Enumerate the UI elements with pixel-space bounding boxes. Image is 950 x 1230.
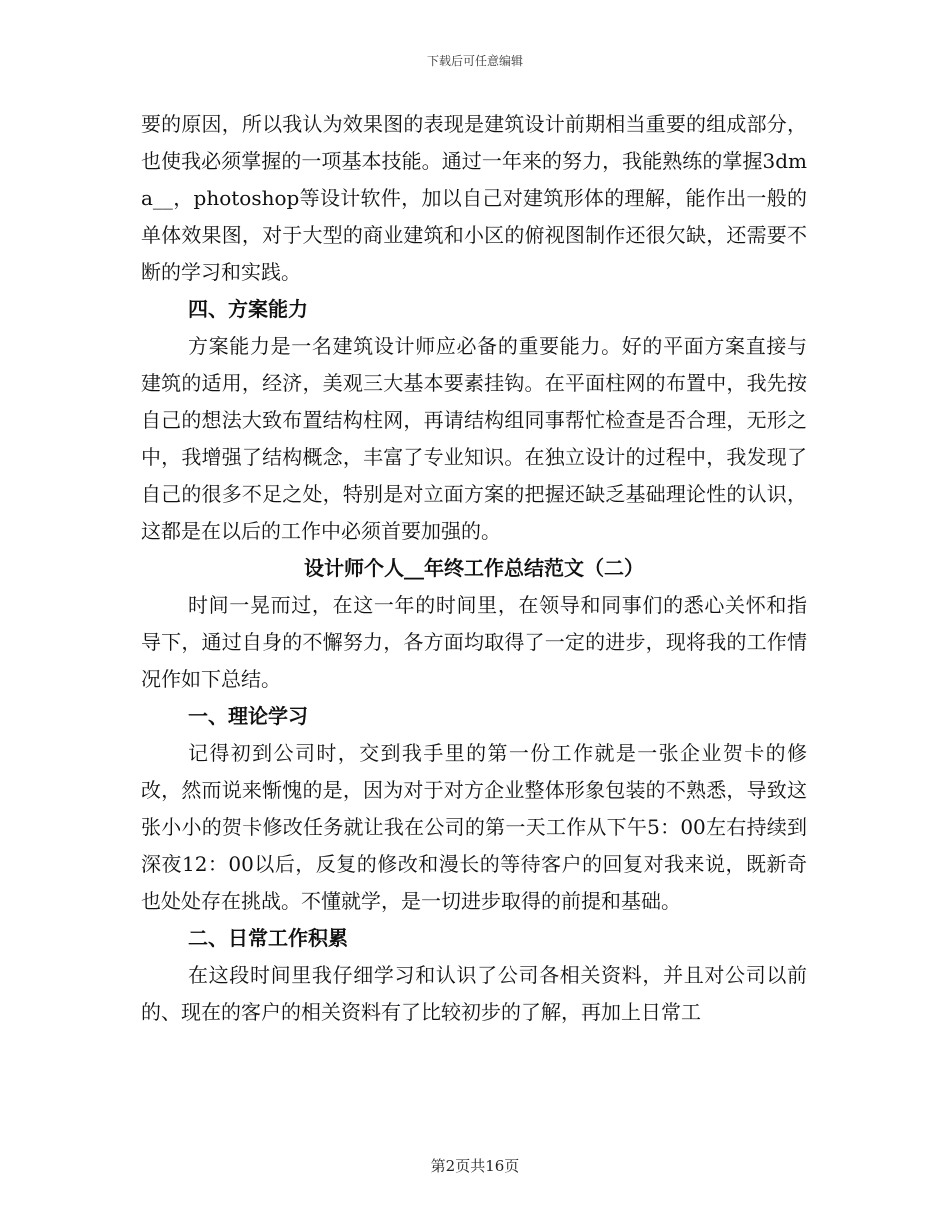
section-heading-theory-study: 一、理论学习 (188, 704, 308, 728)
page-number: 第2页共16页 (430, 1157, 520, 1175)
paragraph-theory-study: 记得初到公司时，交到我手里的第一份工作就是一张企业贺卡的修改，然而说来惭愧的是，因为对于对方企业整体形象包装的不熟悉，导致这张小小的贺卡修改任务就让我在公司的第一天工作从下午5：00左右持续到深夜12：00以后，反复的修改和漫长的等待客户的回复对我来说，既新奇也处处存在挑战。不懂就学，是一切进步取得的前提和基础。 (141, 741, 807, 913)
paragraph-scheme-ability: 方案能力是一名建筑设计师应必备的重要能力。好的平面方案直接与建筑的适用，经济，美观三大基本要素挂钩。在平面柱网的布置中，我先按自己的想法大致布置结构柱网，再请结构组同事帮忙检查是否合理，无形之中，我增强了结构概念，丰富了专业知识。在独立设计的过程中，我发现了自己的很多不足之处，特别是对立面方案的把握还缺乏基础理论性的认识，这都是在以后的工作中必须首要加强的。 (141, 334, 807, 543)
document-title: 设计师个人__年终工作总结范文（二） (304, 556, 644, 580)
paragraph-intro: 时间一晃而过，在这一年的时间里，在领导和同事们的悉心关怀和指导下，通过自身的不懈努力，各方面均取得了一定的进步，现将我的工作情况作如下总结。 (141, 593, 807, 691)
paragraph-continuation: 要的原因，所以我认为效果图的表现是建筑设计前期相当重要的组成部分，也使我必须掌握的一项基本技能。通过一年来的努力，我能熟练的掌握3dma__，photoshop等设计软件，加以自己对建筑形体的理解，能作出一般的单体效果图，对于大型的商业建筑和小区的俯视图制作还很欠缺，还需要不断的学习和实践。 (141, 112, 807, 284)
section-heading-daily-work: 二、日常工作积累 (188, 926, 348, 950)
page-header: 下载后可任意编辑 (426, 54, 523, 68)
document-body (141, 106, 807, 1031)
section-heading-scheme-ability: 四、方案能力 (188, 297, 308, 321)
paragraph-daily-work: 在这段时间里我仔细学习和认识了公司各相关资料，并且对公司以前的、现在的客户的相关资料有了比较初步的了解，再加上日常工 (141, 963, 807, 1024)
